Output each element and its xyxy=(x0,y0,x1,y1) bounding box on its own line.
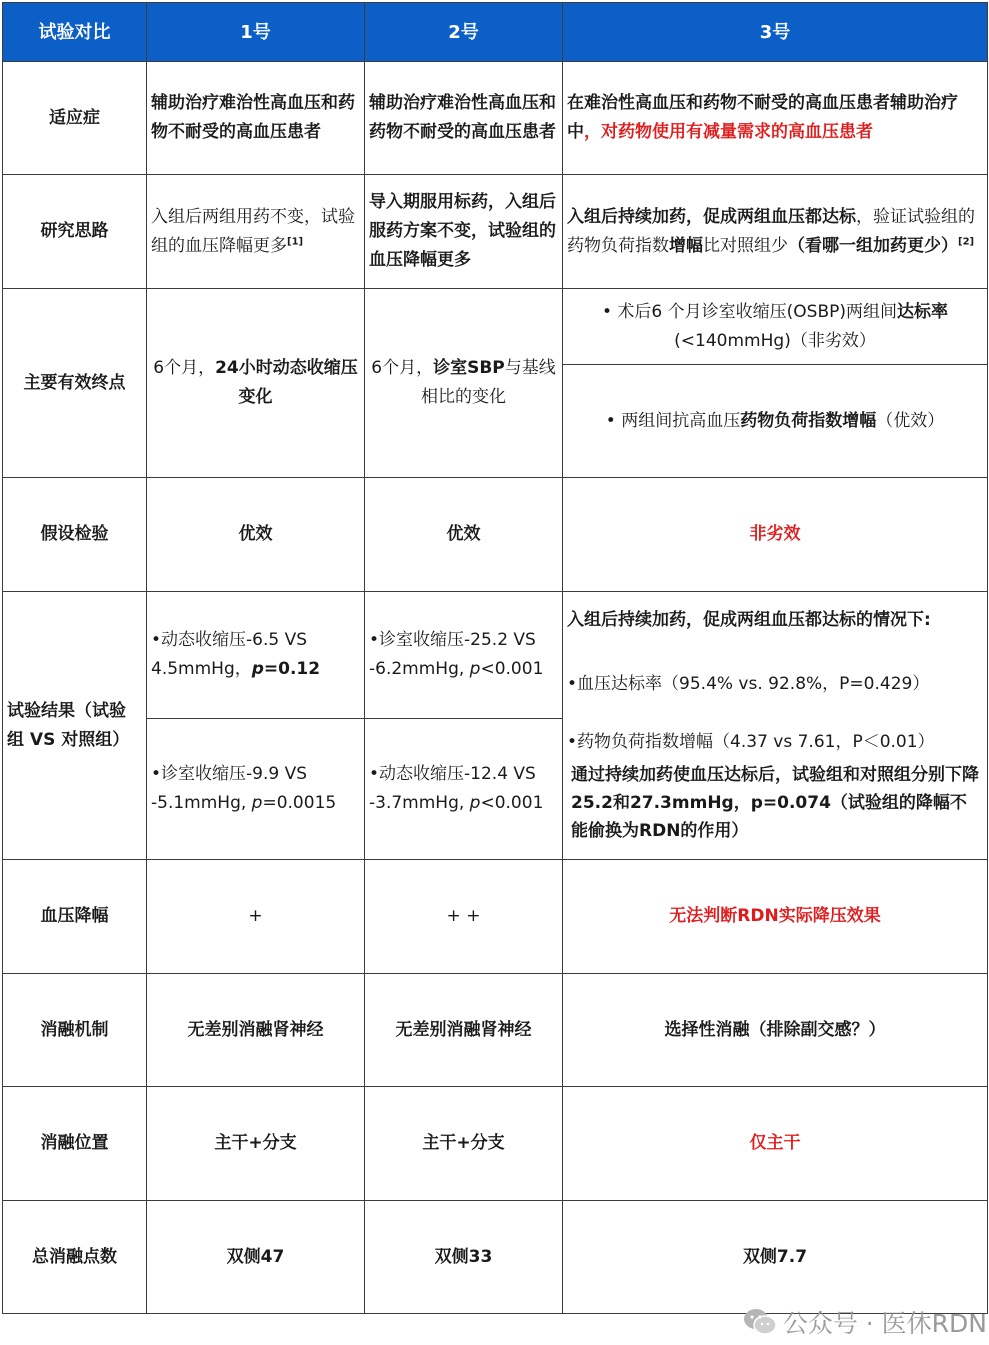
reduction-trial-1: + xyxy=(147,860,365,974)
row-mechanism xyxy=(3,974,988,1087)
points-trial-3: 双侧7.7 xyxy=(563,1201,988,1314)
row-label: 消融机制 xyxy=(3,974,147,1087)
watermark xyxy=(743,1304,987,1340)
results-trial-2-ambulatory: •动态收缩压-12.4 VS -3.7mmHg, p<0.001 xyxy=(365,719,563,860)
header-trial-1: 1号 xyxy=(147,3,365,62)
row-indication xyxy=(3,62,988,175)
row-label: 假设检验 xyxy=(3,478,147,592)
results-trial-2-office: •诊室收缩压-25.2 VS -6.2mmHg, p<0.001 xyxy=(365,592,563,719)
endpoint-trial-1: 6个月，24小时动态收缩压变化 xyxy=(147,289,365,478)
endpoint-trial-2: 6个月，诊室SBP与基线相比的变化 xyxy=(365,289,563,478)
points-trial-1: 双侧47 xyxy=(147,1201,365,1314)
row-reduction xyxy=(3,860,988,974)
endpoint-trial-3-secondary: • 两组间抗高血压药物负荷指数增幅（优效） xyxy=(563,365,988,478)
results-trial-1-ambulatory: •动态收缩压-6.5 VS 4.5mmHg，p=0.12 xyxy=(147,592,365,719)
header-row xyxy=(3,3,988,62)
points-trial-2: 双侧33 xyxy=(365,1201,563,1314)
design-trial-3: 入组后持续加药，促成两组血压都达标，验证试验组的药物负荷指数增幅比对照组少（看哪一组加药更少）[2] xyxy=(563,175,988,289)
hypothesis-trial-2: 优效 xyxy=(365,478,563,592)
design-trial-2: 导入期服用标药，入组后服药方案不变，试验组的血压降幅更多 xyxy=(365,175,563,289)
location-trial-2: 主干+分支 xyxy=(365,1087,563,1201)
header-trial-3: 3号 xyxy=(563,3,988,62)
reduction-trial-2: + + xyxy=(365,860,563,974)
row-design xyxy=(3,175,988,289)
row-label: 试验结果（试验组 VS 对照组） xyxy=(3,592,147,860)
results-trial-3: 入组后持续加药，促成两组血压都达标的情况下: •血压达标率（95.4% vs. 92.8%，P=0.429） •药物负荷指数增幅（4.37 vs 7.61，P＜0.01） 通过持续加药使血压达标后，试验组和对照组分别下降25.2和27.3mmHg，p=0.074（试验组的降幅不能偷换为RDN的作用） xyxy=(563,592,988,860)
row-endpoint-a xyxy=(3,289,988,365)
row-label: 血压降幅 xyxy=(3,860,147,974)
reduction-trial-3: 无法判断RDN实际降压效果 xyxy=(563,860,988,974)
comparison-table xyxy=(2,2,988,1314)
mechanism-trial-2: 无差别消融肾神经 xyxy=(365,974,563,1087)
row-label: 主要有效终点 xyxy=(3,289,147,478)
indication-trial-2: 辅助治疗难治性高血压和药物不耐受的高血压患者 xyxy=(365,62,563,175)
row-results-a xyxy=(3,592,988,719)
row-points xyxy=(3,1201,988,1314)
header-trial-2: 2号 xyxy=(365,3,563,62)
header-label: 试验对比 xyxy=(3,3,147,62)
endpoint-trial-3-primary: • 术后6 个月诊室收缩压(OSBP)两组间达标率 (<140mmHg)（非劣效） xyxy=(563,289,988,365)
row-location xyxy=(3,1087,988,1201)
mechanism-trial-3: 选择性消融（排除副交感？） xyxy=(563,974,988,1087)
location-trial-3: 仅主干 xyxy=(563,1087,988,1201)
row-label: 消融位置 xyxy=(3,1087,147,1201)
indication-trial-1: 辅助治疗难治性高血压和药物不耐受的高血压患者 xyxy=(147,62,365,175)
row-hypothesis xyxy=(3,478,988,592)
results-trial-1-office: •诊室收缩压-9.9 VS -5.1mmHg, p=0.0015 xyxy=(147,719,365,860)
indication-trial-3: 在难治性高血压和药物不耐受的高血压患者辅助治疗中，对药物使用有减量需求的高血压患者 xyxy=(563,62,988,175)
location-trial-1: 主干+分支 xyxy=(147,1087,365,1201)
hypothesis-trial-3: 非劣效 xyxy=(563,478,988,592)
mechanism-trial-1: 无差别消融肾神经 xyxy=(147,974,365,1087)
row-label: 适应症 xyxy=(3,62,147,175)
design-trial-1: 入组后两组用药不变，试验组的血压降幅更多[1] xyxy=(147,175,365,289)
row-label: 总消融点数 xyxy=(3,1201,147,1314)
row-label: 研究思路 xyxy=(3,175,147,289)
watermark-text: 公众号 · 医休RDN xyxy=(782,1309,987,1338)
hypothesis-trial-1: 优效 xyxy=(147,478,365,592)
wechat-icon xyxy=(743,1308,777,1336)
